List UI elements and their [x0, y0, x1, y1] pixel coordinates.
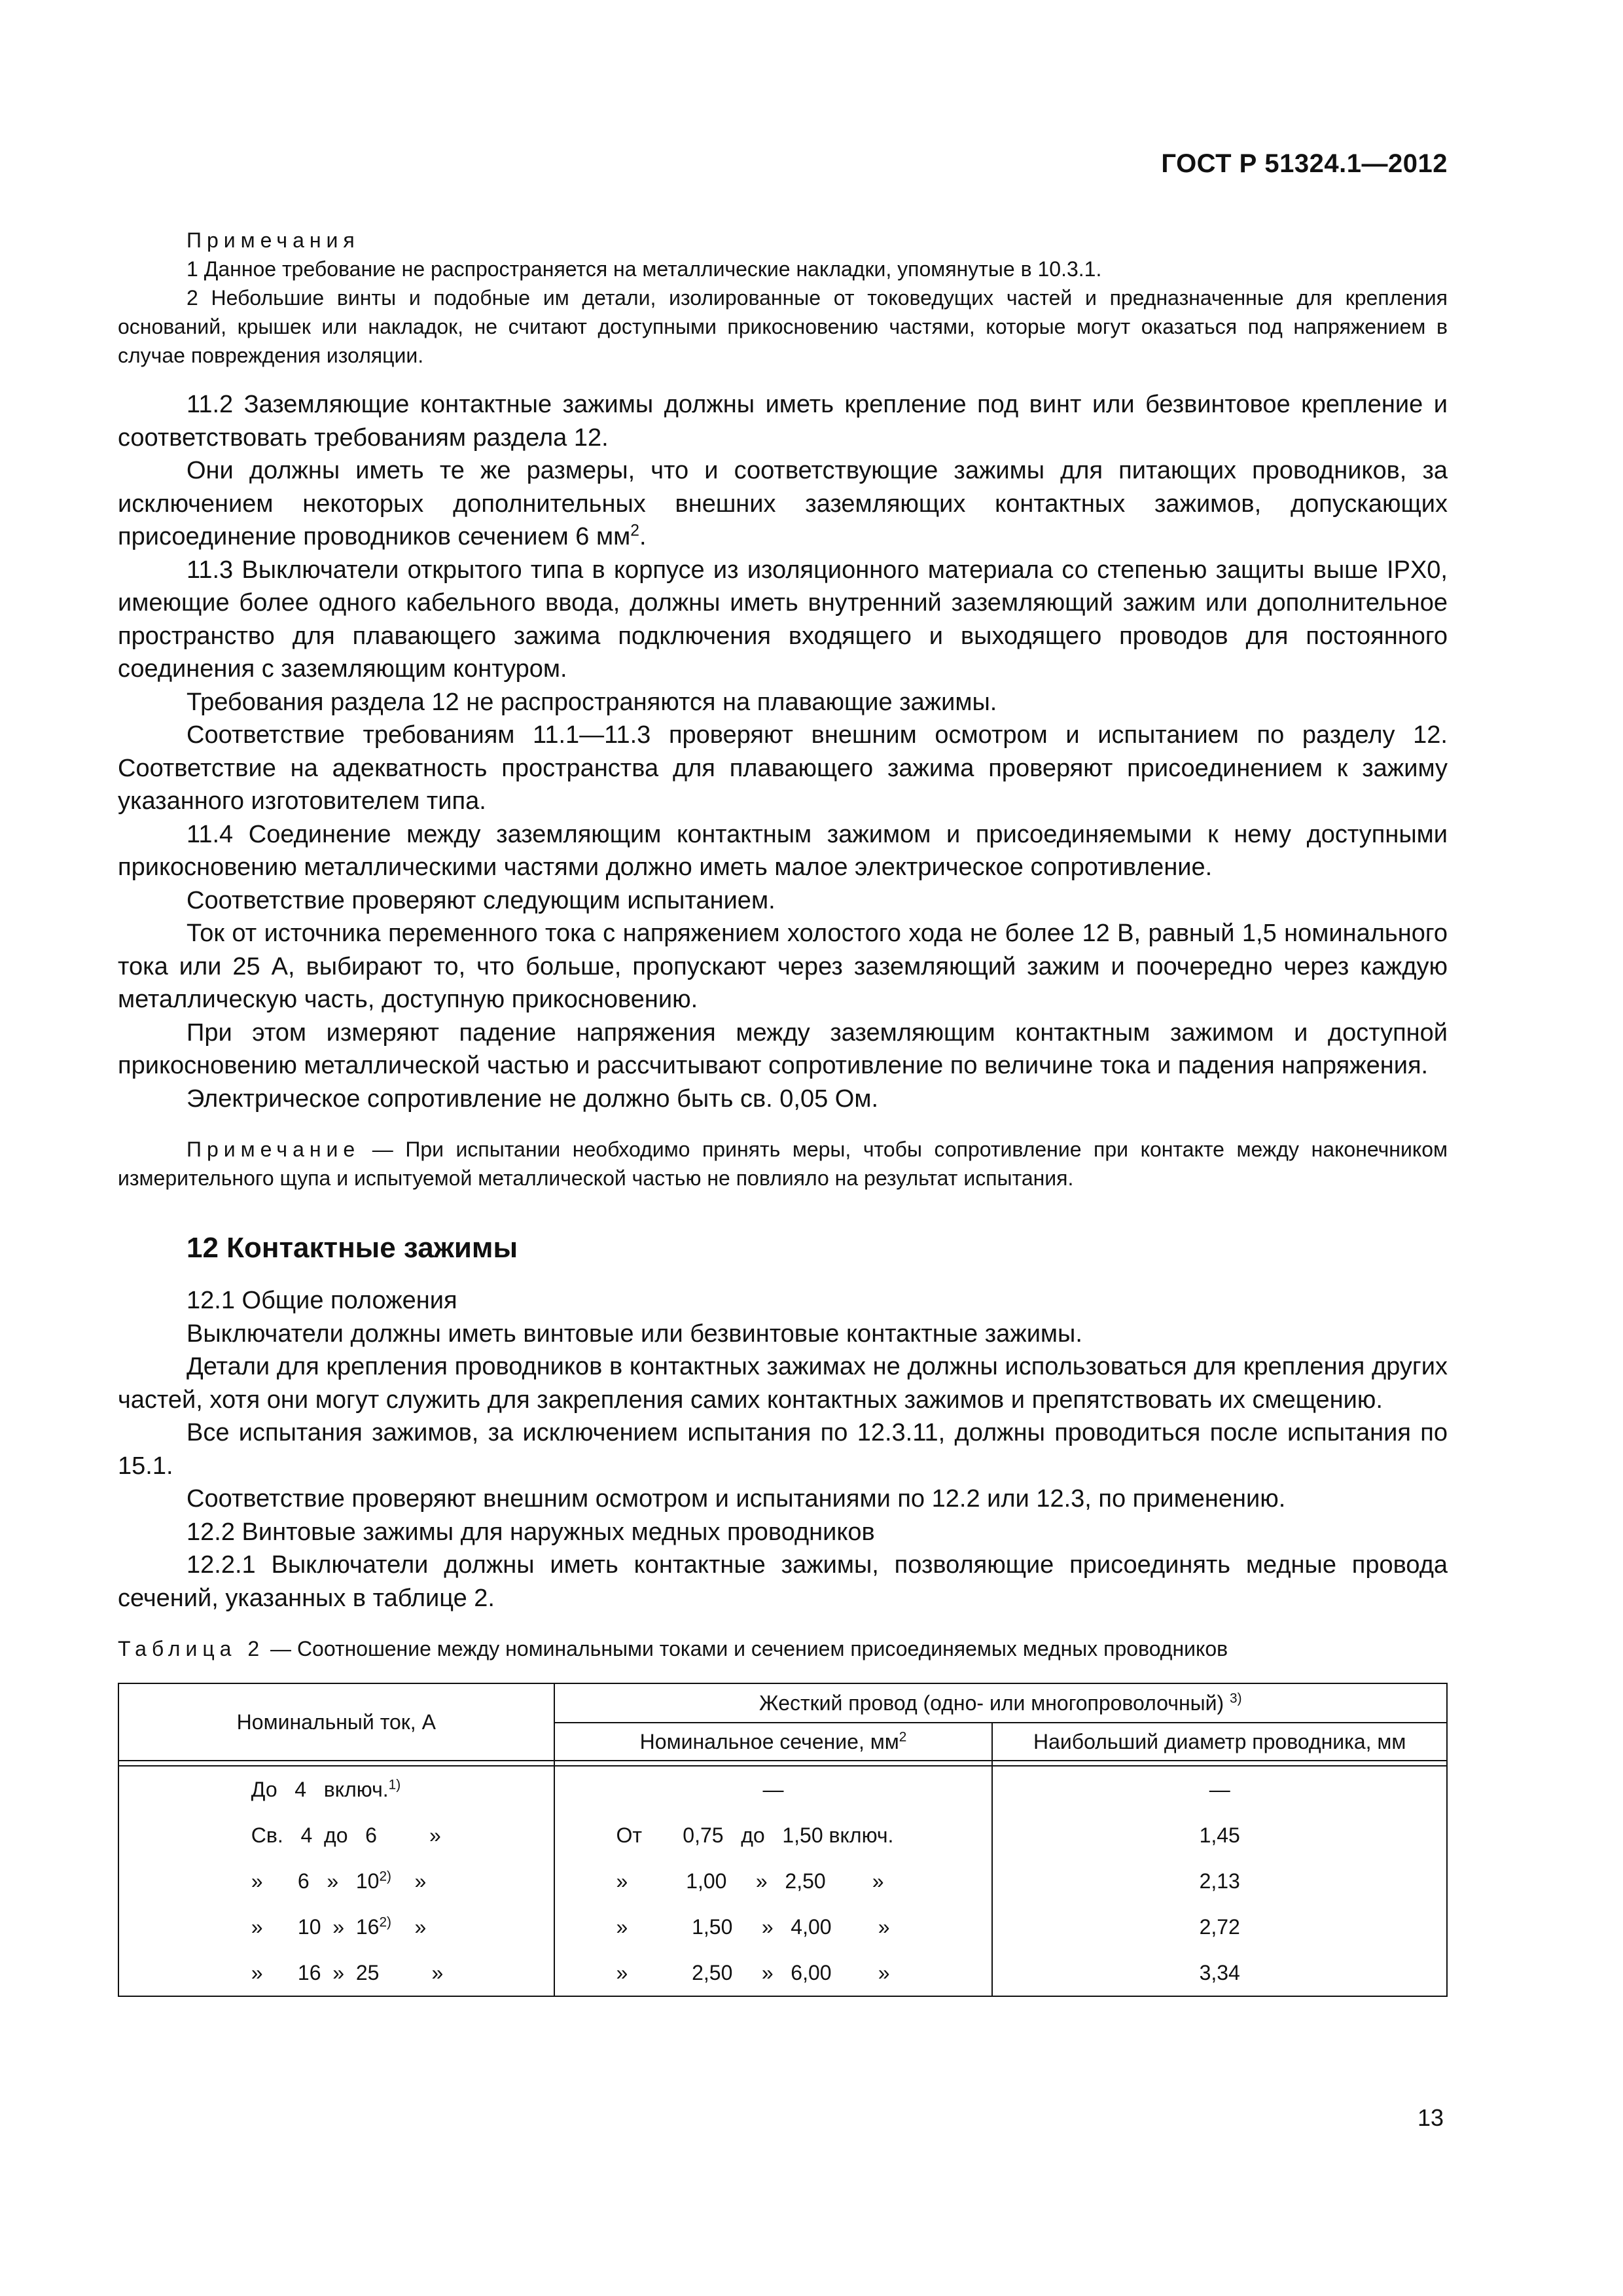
- cell-section: [554, 1950, 993, 1996]
- table-row: [118, 1766, 1447, 1812]
- note-body: — При испытании необходимо принять меры, чтобы сопротивление при контакте между наконечником измерительного щупа и испытуемой металлической частью не повлияло на результат испытания.: [118, 1138, 1448, 1190]
- table-caption: [118, 1634, 1448, 1663]
- paragraph: Детали для крепления проводников в контактных зажимах не должны использоваться для крепления других частей, хотя они могут служить для закрепления самих контактных зажимов и препятствовать их смещению.: [118, 1353, 1448, 1414]
- section-text: От 0,75 до 1,50 включ.: [616, 1823, 894, 1847]
- document-body: [118, 226, 1448, 1997]
- paragraph: 11.2 Заземляющие контактные зажимы должны иметь крепление под винт или безвинтовое крепление и соответствовать требованиям раздела 12.: [118, 391, 1448, 452]
- section-heading: 12 Контактные зажимы: [187, 1232, 518, 1264]
- current-text: » 16 » 25 »: [251, 1960, 444, 1984]
- header-rated-current: Номинальный ток, А: [118, 1683, 554, 1761]
- paragraph: Соответствие требованиям 11.1—11.3 проверяют внешним осмотром и испытанием по разделу 12. Соответствие на адекватность пространства для плавающего зажима проверяют присоединением к зажиму указанного изготовителем типа.: [118, 721, 1448, 815]
- document-page: [118, 0, 1448, 2296]
- paragraph: 12.2 Винтовые зажимы для наружных медных проводников: [187, 1518, 875, 1546]
- section-text: » 1,50 » 4,00 »: [616, 1914, 890, 1939]
- cell-current: [118, 1812, 554, 1858]
- paragraph: Выключатели должны иметь винтовые или безвинтовые контактные зажимы.: [187, 1319, 1082, 1348]
- current-text: До 4 включ.: [251, 1777, 389, 1801]
- paragraph: Соответствие проверяют следующим испытанием.: [187, 886, 776, 914]
- current-footnote: 1): [388, 1776, 401, 1792]
- current-footnote: 2): [379, 1868, 391, 1884]
- page-number: 13: [1417, 2104, 1444, 2131]
- section-12-text: [118, 1284, 1448, 1615]
- section-11-text: [118, 388, 1448, 1115]
- single-note: [118, 1135, 1448, 1193]
- table-caption-text: — Соотношение между номинальными токами и сечением присоединяемых медных проводников: [264, 1637, 1228, 1660]
- cell-current: [118, 1904, 554, 1950]
- group-footnote: 3): [1230, 1690, 1242, 1706]
- notes-title: Примечания: [187, 228, 360, 252]
- current-footnote: 2): [379, 1914, 391, 1929]
- cell-section: —: [554, 1766, 993, 1812]
- table-row: [118, 1858, 1447, 1904]
- section-text: » 1,00 » 2,50 »: [616, 1869, 884, 1893]
- cell-section: [554, 1812, 993, 1858]
- section-text: » 2,50 » 6,00 »: [616, 1960, 890, 1984]
- cell-diameter: 3,34: [992, 1950, 1447, 1996]
- note-item-1: 1 Данное требование не распространяется на металлические накладки, упомянутые в 10.3.1.: [187, 257, 1102, 281]
- paragraph: Соответствие проверяют внешним осмотром и испытаниями по 12.2 или 12.3, по применению.: [187, 1485, 1286, 1513]
- cell-diameter: 1,45: [992, 1812, 1447, 1858]
- notes-block: [118, 226, 1448, 370]
- col2-label: Номинальное сечение, мм: [639, 1729, 899, 1753]
- superscript: 2: [630, 522, 639, 540]
- cell-diameter: 2,13: [992, 1858, 1447, 1904]
- current-text: » 6 » 10: [251, 1869, 380, 1893]
- cell-current: [118, 1766, 554, 1812]
- group-label: Жесткий провод (одно- или многопроволочный): [759, 1691, 1224, 1715]
- paragraph: [118, 454, 1448, 554]
- cell-diameter: —: [992, 1766, 1447, 1812]
- paragraph: 12.2.1 Выключатели должны иметь контактные зажимы, позволяющие присоединять медные провода сечений, указанных в таблице 2.: [118, 1551, 1448, 1612]
- paragraph: 11.4 Соединение между заземляющим контактным зажимом и присоединяемыми к нему доступными прикосновению металлическими частями должно иметь малое электрическое сопротивление.: [118, 820, 1448, 881]
- cell-section: [554, 1858, 993, 1904]
- current-text: » 10 » 16: [251, 1914, 380, 1939]
- cell-current: [118, 1858, 554, 1904]
- current-tail: »: [391, 1869, 427, 1893]
- current-tail: »: [391, 1914, 427, 1939]
- note-item-2: 2 Небольшие винты и подобные им детали, изолированные от токоведущих частей и предназначенные для крепления оснований, крышек или накладок, не считают доступными прикосновению частями, которые могут оказаться под напряжением в случае повреждения изоляции.: [118, 286, 1448, 367]
- paragraph: Электрическое сопротивление не должно быть св. 0,05 Ом.: [187, 1085, 879, 1113]
- cell-current: [118, 1950, 554, 1996]
- table-2: [118, 1683, 1448, 1997]
- paragraph: 11.3 Выключатели открытого типа в корпусе из изоляционного материала со степенью защиты выше IPX0, имеющие более одного кабельного ввода, должны иметь внутренний заземляющий зажим или дополнительное пространство для плавающего зажима подключения входящего и выходящего проводов для постоянного соединения с заземляющим контуром.: [118, 556, 1448, 683]
- header-max-diameter: Наибольший диаметр проводника, мм: [992, 1723, 1447, 1761]
- standard-header: ГОСТ Р 51324.1—2012: [1161, 149, 1448, 178]
- cell-section: [554, 1904, 993, 1950]
- table-row: [118, 1950, 1447, 1996]
- table-row: [118, 1904, 1447, 1950]
- header-nominal-section: [554, 1723, 993, 1761]
- paragraph: Требования раздела 12 не распространяются на плавающие зажимы.: [187, 688, 997, 716]
- table-row: [118, 1812, 1447, 1858]
- col2-sup: 2: [899, 1729, 907, 1744]
- paragraph: 12.1 Общие положения: [187, 1287, 457, 1314]
- paragraph: Все испытания зажимов, за исключением испытания по 12.3.11, должны проводиться после испытания по 15.1.: [118, 1419, 1448, 1480]
- paragraph: Ток от источника переменного тока с напряжением холостого хода не более 12 В, равный 1,5 номинального тока или 25 А, выбирают то, что больше, пропускают через заземляющий зажим и поочередно через каждую металлическую часть, доступную прикосновению.: [118, 920, 1448, 1013]
- current-text: Св. 4 до 6 »: [251, 1823, 441, 1847]
- cell-diameter: 2,72: [992, 1904, 1447, 1950]
- single-note-text: [118, 1135, 1448, 1193]
- header-group-rigid-wire: [554, 1683, 1447, 1723]
- note-label: Примечание: [187, 1138, 361, 1161]
- paragraph-end: .: [639, 523, 647, 550]
- paragraph-text: Они должны иметь те же размеры, что и соответствующие зажимы для питающих проводников, за исключением некоторых дополнительных внешних заземляющих контактных зажимов, допускающих присоединение проводников сечением 6 мм: [118, 457, 1448, 550]
- table-caption-label: Таблица 2: [118, 1637, 265, 1660]
- paragraph: При этом измеряют падение напряжения между заземляющим контактным зажимом и доступной прикосновению металлической частью и рассчитывают сопротивление по величине тока и падения напряжения.: [118, 1018, 1448, 1079]
